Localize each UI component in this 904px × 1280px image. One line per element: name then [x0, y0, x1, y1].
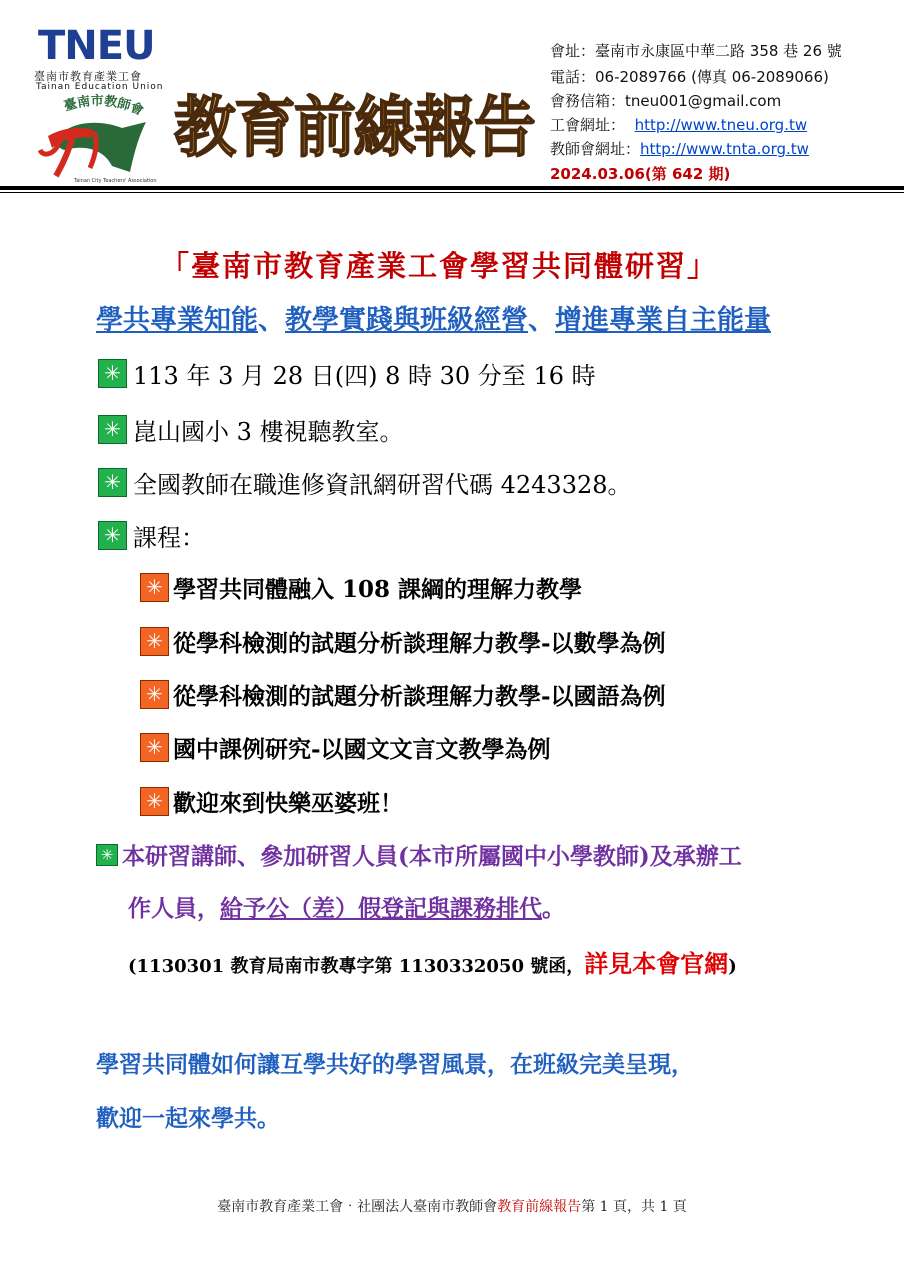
teachers-association-emblem — [34, 92, 162, 184]
star-icon: ✳ — [98, 359, 127, 388]
course-item — [140, 625, 666, 658]
page-title: 「臺南市教育產業工會學習共同體研習」 — [160, 249, 719, 283]
page-subtitle — [96, 298, 771, 337]
masthead-title: 教育前線報告 — [174, 88, 535, 166]
course-item — [140, 678, 666, 711]
contact-teacher-site — [550, 138, 809, 159]
logo-subtitle-zh: 臺南市教育產業工會 — [34, 70, 142, 83]
detail-location — [98, 412, 404, 447]
issue-date: 2024.03.06(第 642 期) — [550, 165, 731, 183]
detail-datetime — [98, 356, 596, 391]
course-text: 歡迎來到快樂巫婆班！ — [173, 790, 403, 817]
leave-note-pre: 作人員， — [128, 895, 220, 922]
subtitle-part-3: 增進專業自主能量 — [555, 305, 771, 336]
contact-union-site — [550, 114, 807, 135]
detail-courses-heading — [98, 518, 205, 553]
contact-address: 會址：臺南市永康區中華二路 358 巷 26 號 — [550, 42, 842, 60]
course-text: 從學科檢測的試題分析談理解力教學-以國語為例 — [173, 683, 666, 710]
detail-text: 崑山國小 3 樓視聽教室。 — [133, 418, 404, 446]
star-icon: ✳ — [140, 733, 169, 762]
union-site-link[interactable]: http://www.tneu.org.tw — [634, 116, 808, 134]
tneu-logo: TNEU — [38, 23, 155, 69]
leave-note-underlined: 給予公（差）假登記與課務排代 — [220, 895, 542, 922]
star-icon: ✳ — [140, 573, 169, 602]
detail-text: 課程： — [133, 524, 205, 552]
contact-phone: 電話：06-2089766 (傳真 06-2089066) — [550, 68, 829, 86]
course-item — [140, 571, 582, 604]
masthead — [172, 54, 542, 184]
leave-note-line-2 — [128, 890, 565, 923]
emblem-text: 臺南市教師會 — [62, 93, 146, 119]
course-text: 從學科檢測的試題分析談理解力教學-以數學為例 — [173, 630, 666, 657]
course-item — [140, 785, 403, 818]
teacher-site-link[interactable]: http://www.tnta.org.tw — [640, 140, 809, 158]
star-icon: ✳ — [98, 468, 127, 497]
subtitle-part-1: 學共專業知能 — [96, 305, 258, 336]
header-divider-thin — [0, 192, 904, 193]
course-text: 學習共同體融入 108 課綱的理解力教學 — [173, 576, 583, 603]
star-icon: ✳ — [140, 627, 169, 656]
star-icon: ✳ — [96, 844, 118, 866]
footer-page-count: 第 1 頁，共 1 頁 — [581, 1199, 687, 1215]
star-icon: ✳ — [98, 415, 127, 444]
star-icon: ✳ — [140, 680, 169, 709]
contact-email: 會務信箱：tneu001@gmail.com — [550, 92, 782, 110]
detail-text: 113 年 3 月 28 日(四) 8 時 30 分至 16 時 — [133, 362, 596, 390]
subtitle-separator: 、 — [258, 305, 285, 336]
footer-publication: 教育前線報告 — [497, 1199, 582, 1215]
emblem-en: Tainan City Teachers' Association — [74, 178, 157, 184]
course-text: 國中課例研究-以國文文言文教學為例 — [173, 736, 551, 763]
course-item — [140, 731, 551, 764]
leave-note-post: 。 — [542, 895, 565, 922]
closing-line-1: 學習共同體如何讓互學共好的學習風景，在班級完美呈現， — [96, 1051, 694, 1078]
union-site-label: 工會網址： — [550, 116, 626, 134]
page-footer — [0, 1196, 904, 1216]
detail-text: 全國教師在職進修資訊網研習代碼 4243328。 — [133, 471, 632, 499]
svg-text:臺南市教師會 — [62, 93, 146, 119]
star-icon: ✳ — [140, 787, 169, 816]
teacher-site-label: 教師會網址： — [550, 140, 641, 158]
leave-note — [96, 838, 742, 871]
header-divider — [0, 186, 904, 190]
footer-org: 臺南市教育產業工會‧社團法人臺南市教師會 — [217, 1199, 498, 1215]
reference-close: ) — [728, 956, 737, 977]
leave-note-line-1: 本研習講師、參加研習人員(本市所屬國中小學教師)及承辦工 — [122, 843, 742, 870]
reference-note — [128, 944, 737, 979]
subtitle-separator: 、 — [528, 305, 555, 336]
reference-highlight: 詳見本會官網 — [584, 949, 729, 978]
subtitle-part-2: 教學實踐與班級經營 — [285, 305, 528, 336]
logo-subtitle-en: Tainan Education Union — [36, 82, 164, 92]
closing-line-2: 歡迎一起來學共。 — [96, 1105, 280, 1132]
reference-text: (1130301 教育局南市教專字第 1130332050 號函， — [128, 956, 585, 977]
detail-course-code — [98, 465, 632, 500]
star-icon: ✳ — [98, 521, 127, 550]
